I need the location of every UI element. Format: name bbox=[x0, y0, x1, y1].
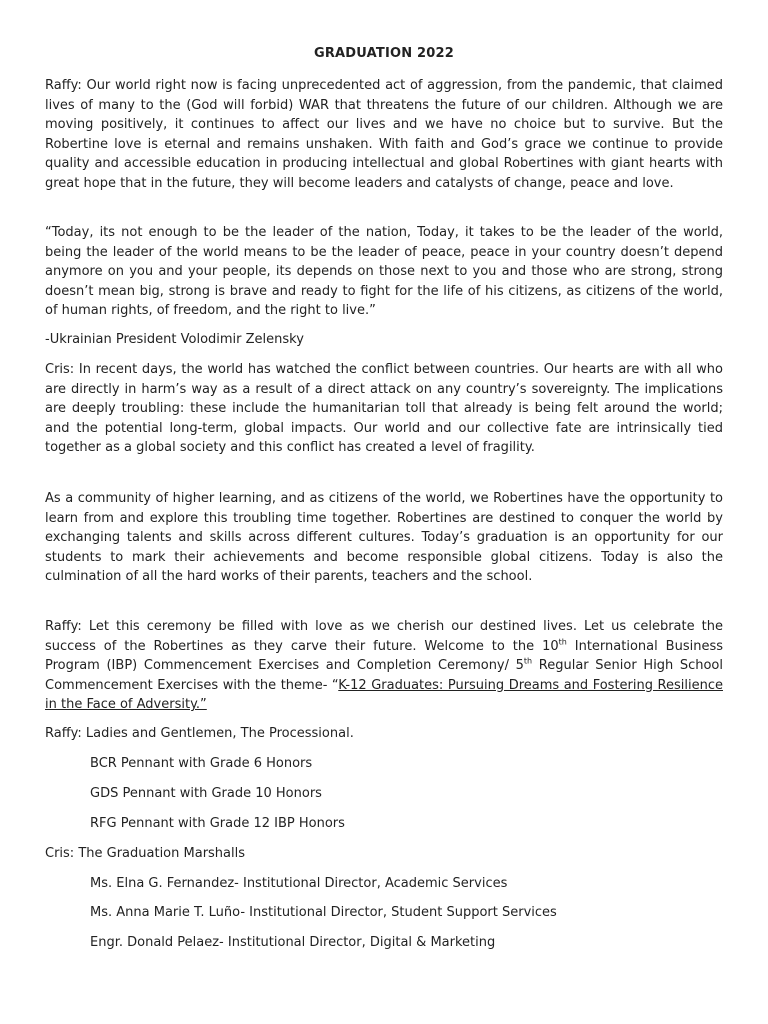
ordinal-suffix-2: th bbox=[523, 656, 533, 666]
pennant-item: GDS Pennant with Grade 10 Honors bbox=[90, 786, 322, 801]
marshalls-intro: Cris: The Graduation Marshalls bbox=[45, 846, 246, 861]
opening-paragraph: Raffy: Our world right now is facing unprecedented act of aggression, from the pandemic, that claimed lives of many to the (God will forbid) WAR that threatens the future of our children. Although we are moving positively, it continues to affect our lives and we have no choice but to survive. But the Robertine love is eternal and remains unshaken. With faith and God’s grace we continue to provide quality and accessible education in producing intellectual and global Robertines with giant hearts with great hope that in the future, they will become leaders and catalysts of change, peace and love. bbox=[45, 78, 723, 191]
conflict-paragraph: Cris: In recent days, the world has watched the conflict between countries. Our hearts are with all who are directly in harm’s way as a result of a direct attack on any country’s sovereignty. The implications are deeply troubling: these include the humanitarian toll that already is being felt around the world; and the potential long-term, global impacts. Our world and our collective fate are intrinsically tied together as a global society and this conflict has created a level of fragility. bbox=[45, 362, 723, 455]
ordinal-suffix-1: th bbox=[558, 637, 567, 647]
processional-intro: Raffy: Ladies and Gentlemen, The Processional. bbox=[45, 726, 354, 741]
marshall-item: Ms. Elna G. Fernandez- Institutional Director, Academic Services bbox=[90, 876, 508, 891]
marshall-item: Ms. Anna Marie T. Luño- Institutional Director, Student Support Services bbox=[90, 905, 557, 920]
pennant-item: BCR Pennant with Grade 6 Honors bbox=[90, 756, 313, 771]
welcome-paragraph bbox=[45, 617, 723, 715]
community-paragraph: As a community of higher learning, and as citizens of the world, we Robertines have the opportunity to learn from and explore this troubling time together. Robertines are destined to conquer the world by exchanging talents and skills across different cultures. Today’s graduation is an opportunity for our students to mark their achievements and become responsible global citizens. Today is also the culmination of all the hard works of their parents, teachers and the school. bbox=[45, 491, 723, 584]
pennant-item: RFG Pennant with Grade 12 IBP Honors bbox=[90, 816, 345, 831]
zelensky-quote: “Today, its not enough to be the leader of the nation, Today, it takes to be the leader of the world, being the leader of the world means to be the leader of peace, peace in your country doesn’t depend anymore on you and your people, its depends on those next to you and those who are strong, strong doesn’t mean big, strong is brave and ready to fight for the life of his citizens, as citizens of the world, of human rights, of freedom, and the right to live.” bbox=[45, 225, 723, 318]
page-title: GRADUATION 2022 bbox=[313, 46, 455, 61]
welcome-text-1: Raffy: Let this ceremony be filled with love as we cherish our destined lives. Let us celebrate the success of the Robertines as they carve their future. Welcome to the 10 bbox=[45, 619, 723, 654]
theme-link[interactable]: K-12 Graduates: Pursuing Dreams and Fostering Resilience in the Face of Adversity.” bbox=[45, 677, 723, 712]
quote-attribution: -Ukrainian President Volodimir Zelensky bbox=[45, 332, 304, 347]
marshall-item: Engr. Donald Pelaez- Institutional Director, Digital & Marketing bbox=[90, 935, 496, 950]
welcome-text-2: International Business Program (IBP) Commencement Exercises and Completion Ceremony/ 5 bbox=[45, 638, 723, 673]
welcome-text-3: Regular Senior High School Commencement Exercises with the theme- “ bbox=[45, 658, 723, 693]
